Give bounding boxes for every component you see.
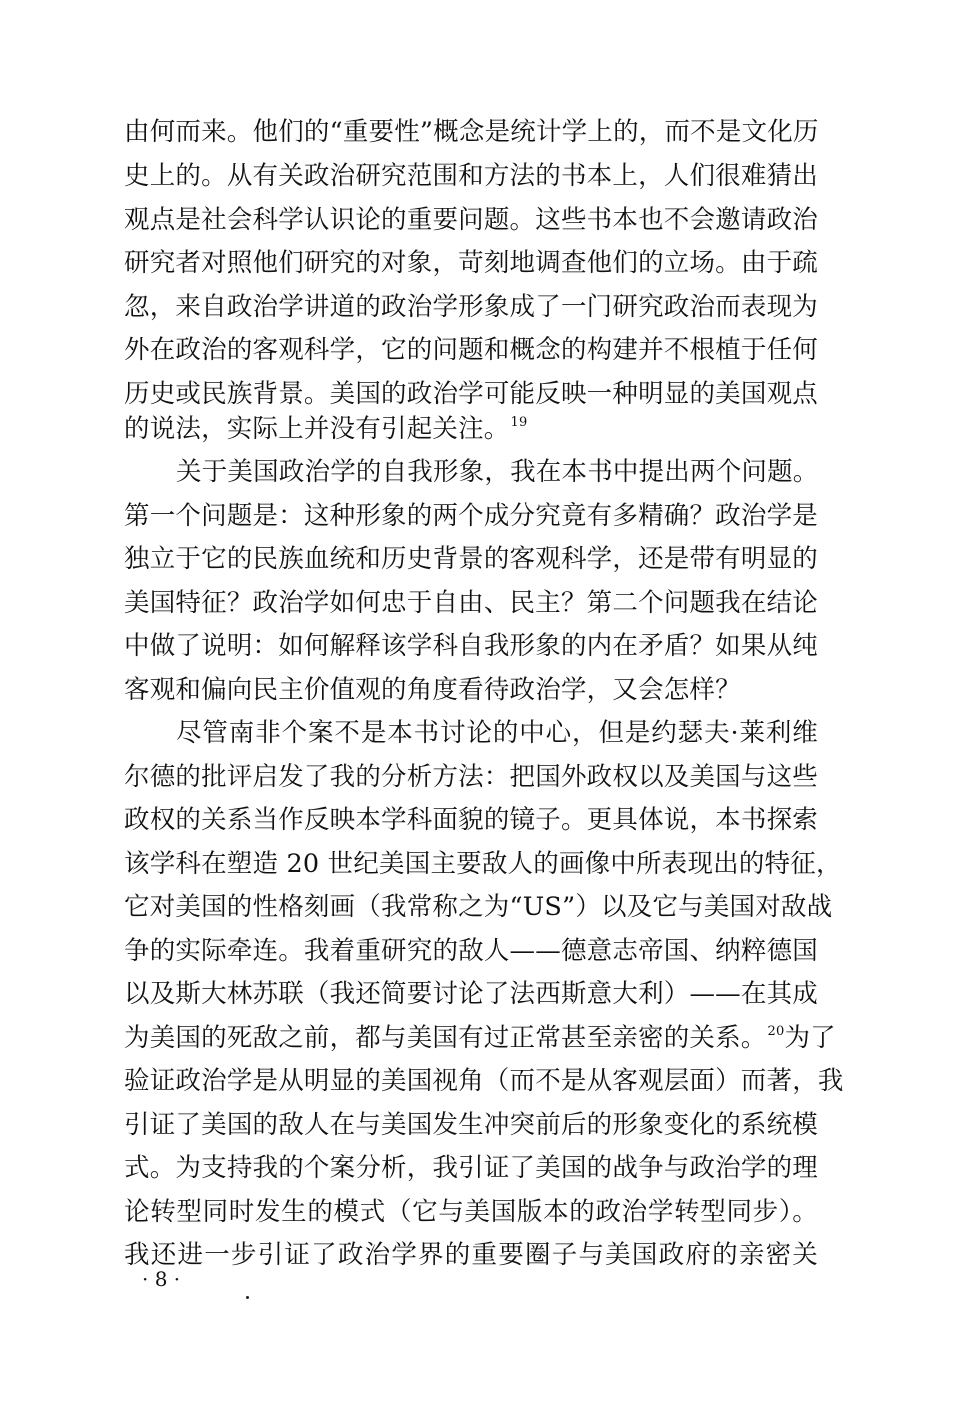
page-number: · 8 · — [142, 1267, 181, 1291]
body-line: 以及斯大林苏联（我还简要讨论了法西斯意大利）——在其成 — [124, 979, 818, 1009]
body-line: 中做了说明：如何解释该学科自我形象的内在矛盾？如果从纯 — [124, 631, 818, 661]
line-text: 为了 — [784, 1023, 836, 1053]
body-line — [124, 409, 818, 449]
body-line: 尔德的批评启发了我的分析方法：把国外政权以及美国与这些 — [124, 762, 818, 792]
footnote-marker: 19 — [510, 415, 528, 430]
body-line: 它对美国的性格刻画（我常称之为“US”）以及它与美国对敌战 — [124, 892, 833, 922]
body-line: 式。为支持我的个案分析，我引证了美国的战争与政治学的理 — [124, 1153, 818, 1183]
line-text: 的说法，实际上并没有引起关注。 — [124, 414, 510, 444]
footnote-marker: 20 — [767, 1024, 785, 1039]
body-line: 外在政治的客观科学，它的问题和概念的构建并不根植于任何 — [124, 335, 818, 365]
body-line: 美国特征？政治学如何忠于自由、民主？第二个问题我在结论 — [124, 588, 818, 618]
body-line: 忽，来自政治学讲道的政治学形象成了一门研究政治而表现为 — [124, 292, 818, 322]
body-line: 史上的。从有关政治研究范围和方法的书本上，人们很难猜出 — [124, 161, 818, 191]
scan-speck — [246, 1296, 249, 1299]
paragraph-first-line: 尽管南非个案不是本书讨论的中心，但是约瑟夫·莱利维 — [176, 718, 818, 748]
body-line: 论转型同时发生的模式（它与美国版本的政治学转型同步）。 — [124, 1197, 818, 1227]
body-line: 由何而来。他们的“重要性”概念是统计学上的，而不是文化历 — [124, 117, 819, 147]
body-line: 该学科在塑造 20 世纪美国主要敌人的画像中所表现出的特征， — [124, 849, 842, 879]
body-line: 第一个问题是：这种形象的两个成分究竟有多精确？政治学是 — [124, 501, 818, 531]
body-line: 引证了美国的敌人在与美国发生冲突前后的形象变化的系统模 — [124, 1110, 818, 1140]
body-line: 独立于它的民族血统和历史背景的客观科学，还是带有明显的 — [124, 544, 818, 574]
line-text: 为美国的死敌之前，都与美国有过正常甚至亲密的关系。 — [124, 1023, 767, 1053]
body-line — [124, 1018, 836, 1058]
body-line: 研究者对照他们研究的对象，苛刻地调查他们的立场。由于疏 — [124, 248, 818, 278]
body-line: 我还进一步引证了政治学界的重要圈子与美国政府的亲密关 — [124, 1240, 818, 1270]
body-line: 政权的关系当作反映本学科面貌的镜子。更具体说，本书探索 — [124, 805, 818, 835]
body-line: 验证政治学是从明显的美国视角（而不是从客观层面）而著，我 — [124, 1066, 844, 1096]
paragraph-first-line: 关于美国政治学的自我形象，我在本书中提出两个问题。 — [176, 457, 819, 487]
body-line: 观点是社会科学认识论的重要问题。这些书本也不会邀请政治 — [124, 205, 818, 235]
body-line: 客观和偏向民主价值观的角度看待政治学，又会怎样？ — [124, 675, 741, 705]
body-line: 历史或民族背景。美国的政治学可能反映一种明显的美国观点 — [124, 379, 818, 409]
body-line: 争的实际牵连。我着重研究的敌人——德意志帝国、纳粹德国 — [124, 936, 818, 966]
